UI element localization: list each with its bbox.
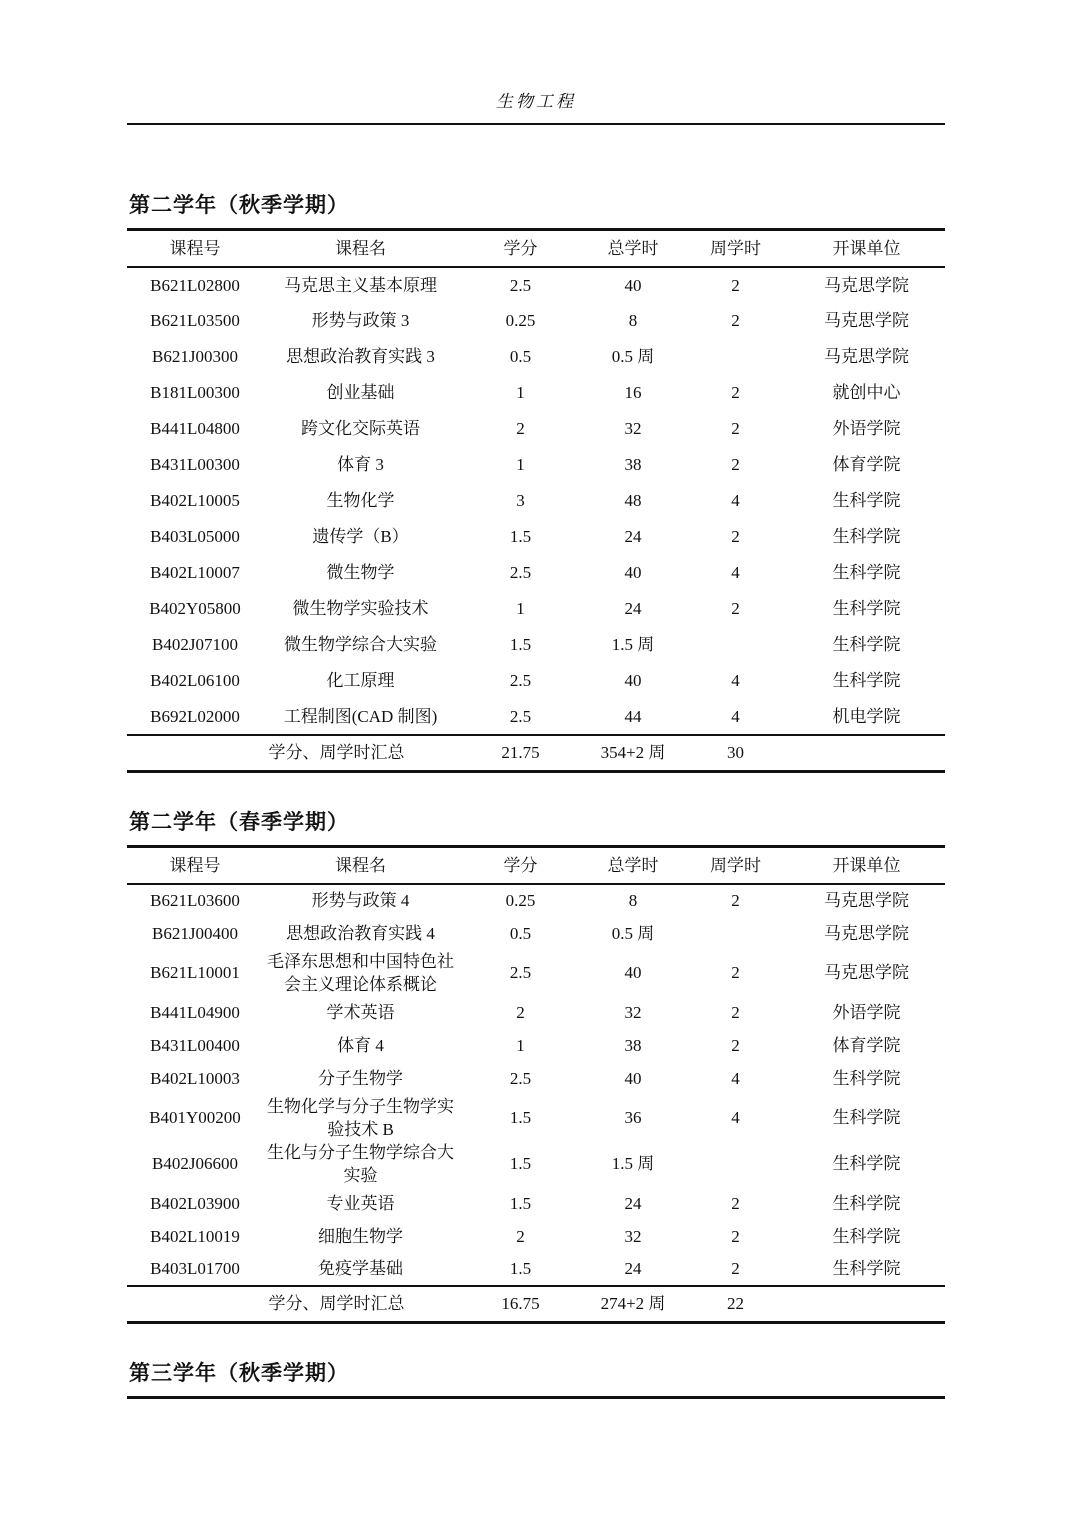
table-cell: 细胞生物学 <box>318 1226 403 1246</box>
table-cell: B403L01700 <box>150 1259 240 1278</box>
table-row <box>127 1029 945 1062</box>
table-row <box>127 555 945 591</box>
table-row <box>127 1095 945 1141</box>
table-cell: 创业基础 <box>326 383 395 402</box>
table-cell: 分子生物学 <box>318 1068 403 1088</box>
table-row <box>127 1062 945 1095</box>
table-cell: 2 <box>731 1035 740 1055</box>
table-cell: 2 <box>731 383 740 402</box>
table-cell: B621L02800 <box>150 275 240 295</box>
column-header: 周学时 <box>710 855 761 875</box>
table-cell: 微生物学综合大实验 <box>284 635 437 654</box>
table-body <box>127 884 945 1286</box>
table-row <box>127 375 945 411</box>
table-cell: 2 <box>731 963 740 982</box>
table-cell: B431L00400 <box>150 1035 240 1055</box>
table-cell: 2 <box>731 419 740 438</box>
summary-empty-cell <box>788 735 945 772</box>
table-cell: 4 <box>731 1108 740 1127</box>
table-cell: 体育 4 <box>337 1035 384 1055</box>
column-header: 课程号 <box>169 855 221 875</box>
table-cell: 1.5 <box>509 527 532 546</box>
table-cell: 毛泽东思想和中国特色社会主义理论体系概论 <box>267 951 454 994</box>
table-body <box>127 267 945 735</box>
table-row <box>127 1253 945 1286</box>
table-row <box>127 303 945 339</box>
table-cell <box>683 917 788 950</box>
table-row <box>127 1187 945 1220</box>
table-cell: 化工原理 <box>326 671 395 690</box>
summary-total-hours: 354+2 周 <box>600 743 666 763</box>
table-row <box>127 411 945 447</box>
table-cell: 2.5 <box>509 963 532 982</box>
table-cell: 思想政治教育实践 3 <box>286 347 435 366</box>
table-cell: 体育学院 <box>832 455 901 474</box>
table-cell: 48 <box>624 491 642 510</box>
table-row <box>127 591 945 627</box>
table-cell: 马克思学院 <box>824 311 909 330</box>
table-cell: 形势与政策 3 <box>311 311 410 330</box>
table-header <box>127 847 945 884</box>
table-cell: B431L00300 <box>150 455 240 474</box>
table-cell: B402L06100 <box>150 671 240 690</box>
table-cell: 0.5 周 <box>611 923 655 943</box>
table-cell: 遗传学（B） <box>312 527 409 546</box>
table-cell: 2 <box>731 1259 740 1278</box>
table-cell: 2 <box>731 1226 740 1246</box>
table-cell: 24 <box>624 599 642 618</box>
summary-weekly-hours: 22 <box>727 1294 744 1314</box>
table-cell: 就创中心 <box>832 383 901 402</box>
summary-row <box>127 1286 945 1323</box>
table-cell: B441L04800 <box>150 419 240 438</box>
table-row <box>127 519 945 555</box>
table-row <box>127 267 945 303</box>
column-header: 总学时 <box>607 238 659 258</box>
table-cell: 2 <box>731 599 740 618</box>
section-title-year2-spring: 第二学年（春季学期） <box>129 811 349 834</box>
section-title-year2-fall: 第二学年（秋季学期） <box>129 194 349 217</box>
table-row <box>127 996 945 1029</box>
table-cell: 1.5 周 <box>611 635 655 654</box>
table-header <box>127 230 945 267</box>
table-cell: 2 <box>731 1193 740 1213</box>
table-cell: 40 <box>624 671 642 690</box>
table-cell: 2.5 <box>509 563 532 582</box>
table-cell: 2 <box>731 275 740 295</box>
table-cell: 生科学院 <box>832 1226 901 1246</box>
running-header <box>127 0 945 125</box>
summary-row <box>127 735 945 772</box>
table-header-row <box>127 847 945 884</box>
table-cell: 2 <box>731 1002 740 1022</box>
table-row <box>127 917 945 950</box>
table-cell: 4 <box>731 563 740 582</box>
table-row <box>127 627 945 663</box>
table-row <box>127 1220 945 1253</box>
table-cell: B401Y00200 <box>149 1108 241 1127</box>
table-cell: 3 <box>516 491 525 510</box>
table-cell: 2 <box>731 891 740 910</box>
table-cell: 40 <box>624 275 642 295</box>
table-cell: B402J07100 <box>152 635 238 654</box>
table-cell: 马克思学院 <box>824 963 909 982</box>
table-cell: 马克思学院 <box>824 347 909 366</box>
table-cell: 4 <box>731 1068 740 1088</box>
table-cell: 机电学院 <box>832 706 901 726</box>
table-cell <box>683 1141 788 1187</box>
table-cell: B441L04900 <box>150 1002 240 1022</box>
table-cell: B402L10007 <box>150 563 240 582</box>
column-header: 学分 <box>503 238 538 258</box>
summary-credits: 21.75 <box>501 743 540 763</box>
table-cell: 0.5 周 <box>611 347 655 366</box>
table-row <box>127 884 945 917</box>
table-cell <box>683 339 788 375</box>
table-cell: 2 <box>731 527 740 546</box>
table-cell: 生科学院 <box>832 599 901 618</box>
table-cell: 1 <box>516 383 525 402</box>
table-footer <box>127 735 945 772</box>
table-row <box>127 663 945 699</box>
table-cell: 生物化学与分子生物学实验技术 B <box>267 1096 454 1139</box>
table-row <box>127 1141 945 1187</box>
table-cell: 外语学院 <box>832 1002 901 1022</box>
table-cell: 学术英语 <box>326 1002 395 1022</box>
column-header: 学分 <box>503 855 538 875</box>
table-cell: 32 <box>624 419 642 438</box>
column-header: 课程号 <box>169 238 221 258</box>
table-cell: 1 <box>516 1035 525 1055</box>
table-cell: 40 <box>624 563 642 582</box>
table-cell: B621J00300 <box>152 347 238 366</box>
table-cell: 生科学院 <box>832 1154 901 1173</box>
table-cell: 0.5 <box>509 347 532 366</box>
table-cell: 生科学院 <box>832 527 901 546</box>
summary-empty-cell <box>788 1286 945 1323</box>
table-cell: 思想政治教育实践 4 <box>286 923 435 943</box>
table-cell <box>683 627 788 663</box>
table-cell: 体育学院 <box>832 1035 901 1055</box>
table-cell: 2.5 <box>509 671 532 690</box>
table-header-row <box>127 230 945 267</box>
table-cell: B621L03500 <box>150 311 240 330</box>
table-cell: 2 <box>516 419 525 438</box>
table-cell: 0.25 <box>505 311 536 330</box>
table-cell: B621L10001 <box>150 963 240 982</box>
table-cell: 微生物学实验技术 <box>292 599 429 618</box>
table-cell: 8 <box>628 311 638 330</box>
page-content <box>127 0 945 1399</box>
column-header: 总学时 <box>607 855 659 875</box>
next-table-top-rule <box>127 1396 945 1399</box>
table-cell: 24 <box>624 1193 642 1213</box>
table-cell: 2.5 <box>509 275 532 295</box>
table-cell: 马克思学院 <box>824 275 909 295</box>
table-cell: 24 <box>624 1259 642 1278</box>
table-cell: 32 <box>624 1002 642 1022</box>
table-cell: 生科学院 <box>832 1108 901 1127</box>
table-cell: B402Y05800 <box>149 599 241 618</box>
table-cell: 36 <box>624 1108 642 1127</box>
table-cell: 1 <box>516 599 525 618</box>
section-title-year3-fall: 第三学年（秋季学期） <box>129 1362 349 1385</box>
document-title: 生物工程 <box>496 92 576 111</box>
column-header: 课程名 <box>335 238 386 258</box>
table-cell: B402L10005 <box>150 491 240 510</box>
table-row <box>127 699 945 735</box>
table-cell: 1.5 <box>509 1259 532 1278</box>
table-cell: 生科学院 <box>832 1068 901 1088</box>
table-cell: 生物化学 <box>326 491 395 510</box>
table-cell: 生科学院 <box>832 491 901 510</box>
table-cell: B402L10003 <box>150 1068 240 1088</box>
table-cell: 2.5 <box>509 1068 532 1088</box>
table-cell: 专业英语 <box>326 1193 395 1213</box>
table-row <box>127 447 945 483</box>
table-cell: 1.5 周 <box>611 1154 655 1173</box>
table-cell: B621J00400 <box>152 923 238 943</box>
table-cell: 生科学院 <box>832 563 901 582</box>
table-cell: 体育 3 <box>337 455 384 474</box>
table-cell: 16 <box>624 383 642 402</box>
table-cell: 马克思学院 <box>824 891 909 910</box>
table-cell: 1 <box>516 455 525 474</box>
table-cell: 1.5 <box>509 1154 532 1173</box>
column-header: 周学时 <box>710 238 761 258</box>
table-cell: 24 <box>624 527 642 546</box>
summary-label: 学分、周学时汇总 <box>268 743 405 763</box>
table-cell: 4 <box>731 671 740 690</box>
table-cell: B692L02000 <box>150 706 240 726</box>
table-cell: 32 <box>624 1226 642 1246</box>
table-cell: 0.25 <box>505 891 536 910</box>
table-row <box>127 339 945 375</box>
table-cell: 8 <box>628 891 638 910</box>
table-cell: 工程制图(CAD 制图) <box>283 706 438 726</box>
table-cell: 外语学院 <box>832 419 901 438</box>
table-cell: 2 <box>731 455 740 474</box>
table-cell: 2.5 <box>509 706 532 726</box>
table-cell: 4 <box>731 706 740 726</box>
table-cell: 1.5 <box>509 1193 532 1213</box>
table-cell: 2 <box>516 1002 525 1022</box>
table-cell: 1.5 <box>509 1108 532 1127</box>
table-cell: B181L00300 <box>150 383 240 402</box>
summary-weekly-hours: 30 <box>727 743 744 763</box>
table-cell: 免疫学基础 <box>318 1259 403 1278</box>
table-cell: B402J06600 <box>152 1154 238 1173</box>
summary-label: 学分、周学时汇总 <box>268 1294 405 1314</box>
table-cell: 生化与分子生物学综合大实验 <box>267 1142 454 1185</box>
course-table-year2-spring <box>127 845 945 1324</box>
table-cell: 4 <box>731 491 740 510</box>
column-header: 开课单位 <box>832 855 901 875</box>
column-header: 开课单位 <box>832 238 901 258</box>
column-header: 课程名 <box>335 855 386 875</box>
summary-total-hours: 274+2 周 <box>600 1294 666 1314</box>
table-cell: 马克思主义基本原理 <box>284 275 437 295</box>
table-cell: B621L03600 <box>150 891 240 910</box>
table-row <box>127 483 945 519</box>
table-cell: 马克思学院 <box>824 923 909 943</box>
table-cell: 生科学院 <box>832 671 901 690</box>
summary-credits: 16.75 <box>501 1294 540 1314</box>
table-cell: 38 <box>624 1035 642 1055</box>
table-cell: 38 <box>624 455 642 474</box>
table-cell: 0.5 <box>509 923 532 943</box>
table-cell: 生科学院 <box>832 1259 901 1278</box>
table-cell: 生科学院 <box>832 1193 901 1213</box>
table-cell: 44 <box>624 706 642 726</box>
table-cell: 2 <box>516 1226 525 1246</box>
table-row <box>127 950 945 996</box>
table-cell: 形势与政策 4 <box>311 891 410 910</box>
table-cell: 跨文化交际英语 <box>301 419 420 438</box>
table-cell: B403L05000 <box>150 527 240 546</box>
table-cell: B402L10019 <box>150 1226 240 1246</box>
table-cell: 2 <box>731 311 740 330</box>
course-table-year2-fall <box>127 228 945 773</box>
table-cell: 40 <box>624 963 642 982</box>
table-cell: 微生物学 <box>326 563 395 582</box>
table-cell: 40 <box>624 1068 642 1088</box>
table-cell: 1.5 <box>509 635 532 654</box>
table-cell: 生科学院 <box>832 635 901 654</box>
table-footer <box>127 1286 945 1323</box>
table-cell: B402L03900 <box>150 1193 240 1213</box>
